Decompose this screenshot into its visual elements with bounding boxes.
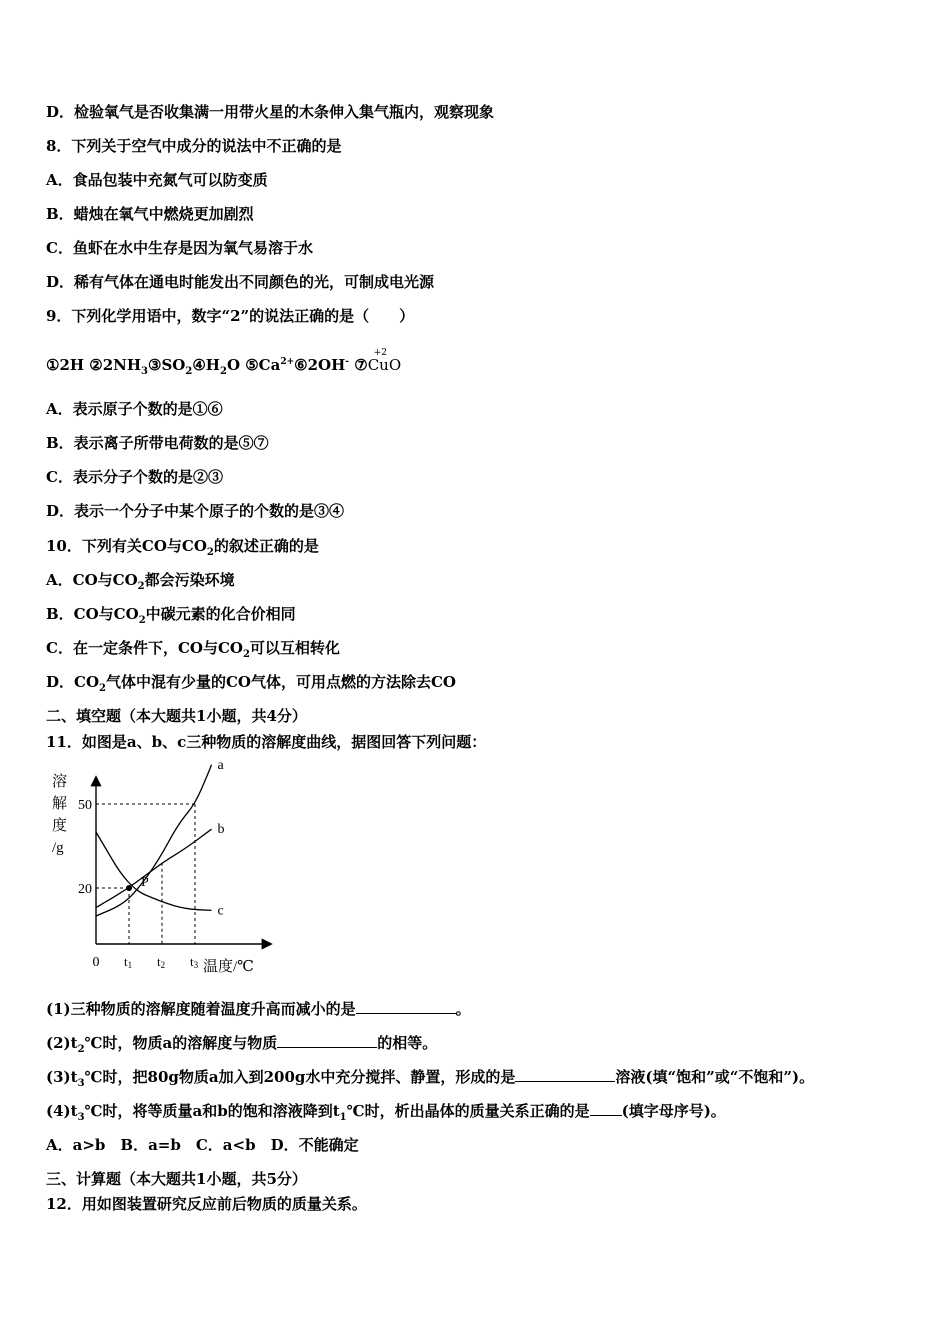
origin-label: 0: [92, 955, 100, 970]
q10-stem: 10．下列有关CO与$CO_2$的叙述正确的是: [46, 537, 319, 558]
x-tick-3: t3: [190, 954, 199, 970]
q10-option-b: B．CO与$CO_2$中碳元素的化合价相同: [46, 605, 296, 626]
q8-option-c: C．鱼虾在水中生存是因为氧气易溶于水: [46, 239, 313, 257]
y-label-char-3: /g: [52, 840, 64, 856]
answer-blank-4: [590, 1101, 622, 1116]
y-tick-20: 20: [78, 882, 92, 897]
q8-option-b: B．蜡烛在氧气中燃烧更加剧烈: [46, 205, 254, 223]
curve-c: [96, 832, 212, 910]
y-label-char-2: 度: [52, 818, 68, 834]
q8-option-a: A．食品包装中充氮气可以防变质: [46, 171, 268, 189]
answer-blank-1: [356, 999, 456, 1014]
x-axis-label: 温度/℃: [203, 959, 254, 975]
q9-option-b: B．表示离子所带电荷数的是⑤⑦: [46, 434, 269, 452]
point-p-label: P: [141, 875, 149, 890]
curve-label-c: c: [217, 903, 224, 919]
q9-option-d: D．表示一个分子中某个原子的个数的是③④: [46, 502, 345, 520]
y-label-char-0: 溶: [52, 774, 68, 790]
q11-sub-4: $(4)t_3℃$时，将等质量a和b的饱和溶液降到$t_1℃$时，析出晶体的质量关系正确的是 (填字母序号)。: [46, 1102, 726, 1123]
curve-a: [96, 765, 212, 916]
cuo-formula: +2 CuO: [368, 355, 401, 375]
q12-stem: 12．用如图装置研究反应前后物质的质量关系。: [46, 1195, 367, 1213]
q10-option-d: D．$CO_2$气体中混有少量的CO气体，可用点燃的方法除去CO: [46, 673, 456, 694]
y-label-char-1: 解: [52, 796, 68, 812]
section-3-heading: 三、计算题（本大题共1小题，共5分）: [46, 1170, 307, 1188]
curve-label-a: a: [217, 757, 224, 773]
answer-blank-3: [515, 1067, 615, 1082]
section-2-heading: 二、填空题（本大题共1小题，共4分）: [46, 707, 307, 725]
x-tick-1: t1: [124, 954, 133, 970]
q11-sub-2: $(2)t_2℃$时，物质a的溶解度与物质 的相等。: [46, 1034, 438, 1055]
q11-stem: 11．如图是a、b、c三种物质的溶解度曲线，据图回答下列问题：: [46, 733, 487, 751]
curve-b: [96, 829, 212, 907]
q10-option-a: A．CO与$CO_2$都会污染环境: [46, 571, 235, 592]
q10-option-c: C．在一定条件下，CO与$CO_2$可以互相转化: [46, 639, 340, 660]
q7-option-d: D．检验氧气是否收集满一用带火星的木条伸入集气瓶内，观察现象: [46, 103, 495, 121]
point-p-dot: [126, 885, 132, 891]
q11-answer-options: A．a>b B．a=b C．a<b D．不能确定: [46, 1136, 359, 1154]
q8-option-d: D．稀有气体在通电时能发出不同颜色的光，可制成电光源: [46, 273, 435, 291]
q11-sub-3: $(3)t_3℃$时，把80g物质a加入到200g水中充分搅拌、静置，形成的是 溶液(填“饱和”或“不饱和”)。: [46, 1068, 815, 1089]
q11-sub-1: (1)三种物质的溶解度随着温度升高而减小的是 。: [46, 1000, 471, 1018]
q8-stem: 8．下列关于空气中成分的说法中不正确的是: [46, 137, 342, 155]
q9-option-a: A．表示原子个数的是①⑥: [46, 400, 223, 418]
q9-option-c: C．表示分子个数的是②③: [46, 468, 223, 486]
oxidation-state: +2: [373, 348, 387, 358]
q9-formula-list: ①2H $②2NH_3③SO_2④H_2O$ $⑤Ca^{2+}⑥2OH^-$ ⑦ +2 CuO: [46, 352, 401, 382]
x-tick-2: t2: [157, 954, 166, 970]
q9-stem: 9．下列化学用语中，数字“2”的说法正确的是（ ）: [46, 307, 415, 325]
answer-blank-2: [277, 1033, 377, 1048]
solubility-chart: [40, 757, 290, 980]
curve-label-b: b: [217, 822, 225, 838]
y-tick-50: 50: [78, 798, 92, 813]
